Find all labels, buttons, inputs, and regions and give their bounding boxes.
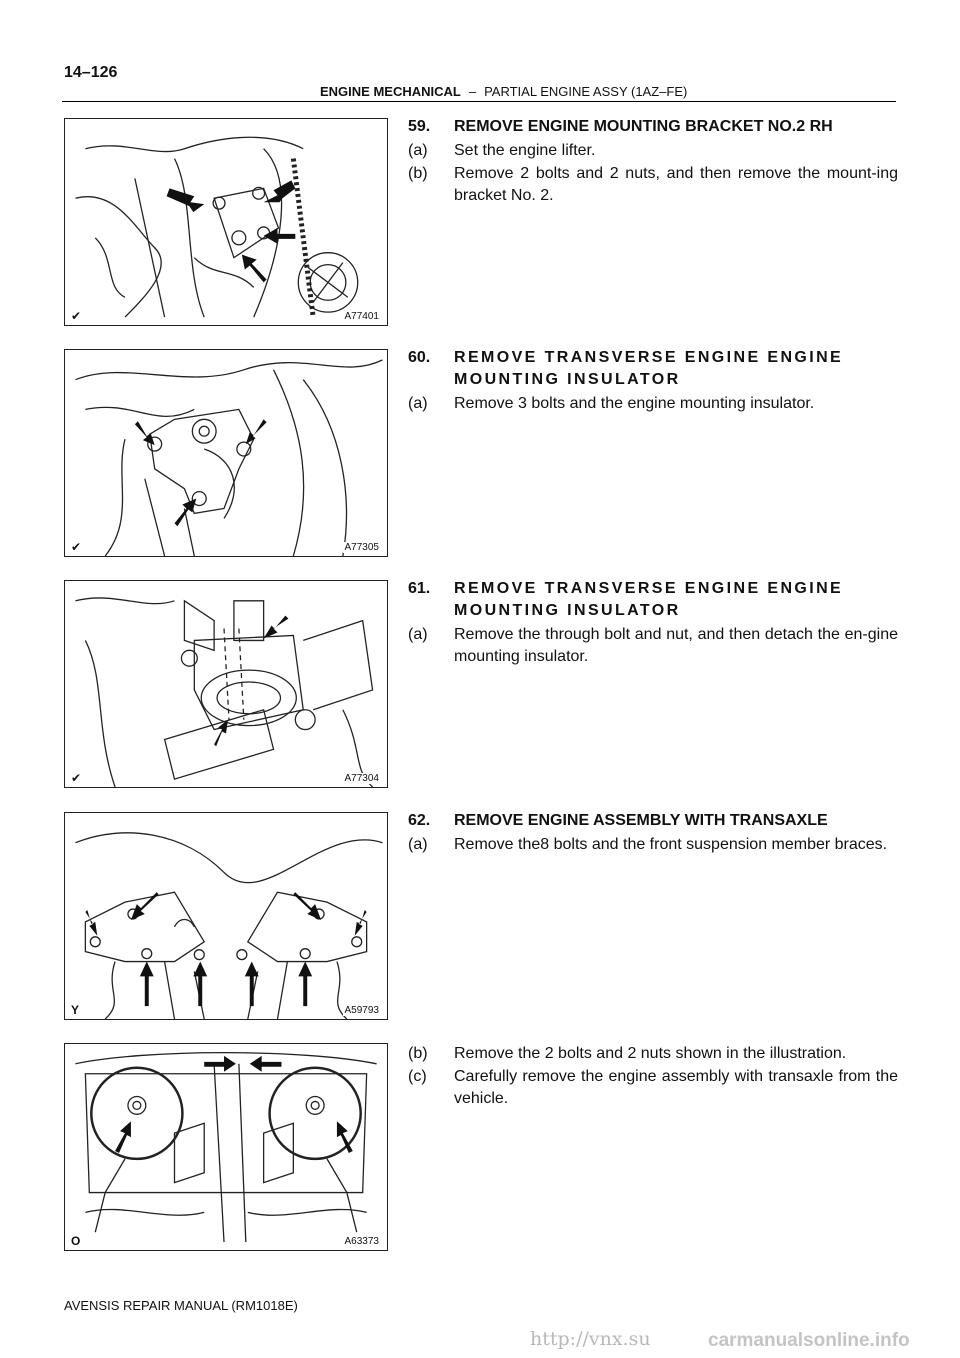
step-59 [408, 116, 898, 207]
illustration-engine-assembly [64, 1043, 388, 1251]
step-title-text: REMOVE TRANSVERSE ENGINE ENGINE MOUNTING INSULATOR [454, 349, 844, 388]
substep-text: Remove 2 bolts and 2 nuts, and then remove the mount-ing bracket No. 2. [454, 165, 898, 204]
substep-text: Remove the8 bolts and the front suspension member braces. [454, 836, 888, 853]
manual-footer: AVENSIS REPAIR MANUAL (RM1018E) [64, 1298, 298, 1313]
figure-mark: Y [71, 1003, 80, 1017]
step-number: 60. [408, 349, 431, 366]
step-number: 59. [408, 118, 431, 135]
illustration-mounting-insulator-b [64, 580, 388, 788]
watermark-site: carmanualsonline.info [708, 1330, 910, 1351]
figure-code: A77401 [344, 311, 379, 322]
arrow-icon [65, 581, 387, 787]
header-separator: – [468, 84, 477, 99]
step-title [408, 116, 898, 138]
substep [408, 163, 898, 207]
substep-label: (a) [408, 626, 428, 643]
substep-text: Remove the 2 bolts and 2 nuts shown in the illustration. [454, 1045, 847, 1062]
step-62 [408, 810, 898, 856]
substep-text: Remove the through bolt and nut, and then detach the en-gine mounting insulator. [454, 626, 898, 665]
step-title [408, 578, 898, 622]
figure-mark: ✔ [71, 309, 82, 323]
header-rule [62, 101, 896, 102]
header-subsection: PARTIAL ENGINE ASSY (1AZ–FE) [484, 84, 688, 99]
step-title-text: REMOVE ENGINE MOUNTING BRACKET NO.2 RH [454, 118, 833, 135]
substep-label: (c) [408, 1068, 427, 1085]
substep-label: (b) [408, 1045, 428, 1062]
header-section: ENGINE MECHANICAL [320, 84, 461, 99]
page-header [320, 84, 687, 99]
figure-mark: ✔ [71, 540, 82, 554]
arrow-icon [65, 350, 387, 556]
substep [408, 140, 898, 162]
substep [408, 1043, 898, 1065]
illustration-mounting-insulator-a [64, 349, 388, 557]
step-number: 62. [408, 812, 431, 829]
page-number: 14–126 [64, 64, 118, 81]
arrow-icon [65, 813, 387, 1019]
arrow-icon [65, 1044, 387, 1250]
watermark-url: http://vnx.su [530, 1328, 651, 1350]
figure-code: A77305 [344, 542, 379, 553]
step-61 [408, 578, 898, 668]
substep-text: Carefully remove the engine assembly with transaxle from the vehicle. [454, 1068, 898, 1107]
figure-mark: O [71, 1234, 81, 1248]
step-title [408, 347, 898, 391]
substep-label: (a) [408, 395, 428, 412]
substep-text: Set the engine lifter. [454, 142, 596, 159]
substep-label: (b) [408, 165, 428, 182]
figure-code: A59793 [344, 1005, 379, 1016]
figure-code: A63373 [344, 1236, 379, 1247]
step-62-continued [408, 1042, 898, 1110]
figure-mark: ✔ [71, 771, 82, 785]
arrow-icon [65, 119, 387, 325]
step-number: 61. [408, 580, 431, 597]
substep [408, 393, 898, 415]
substep-text: Remove 3 bolts and the engine mounting insulator. [454, 395, 815, 412]
step-title-text: REMOVE ENGINE ASSEMBLY WITH TRANSAXLE [454, 812, 828, 829]
step-title [408, 810, 898, 832]
illustration-suspension-braces [64, 812, 388, 1020]
substep [408, 1066, 898, 1110]
substep-label: (a) [408, 836, 428, 853]
step-title-text: REMOVE TRANSVERSE ENGINE ENGINE MOUNTING INSULATOR [454, 580, 844, 619]
substep-label: (a) [408, 142, 428, 159]
illustration-mounting-bracket [64, 118, 388, 326]
figure-code: A77304 [344, 773, 379, 784]
substep [408, 834, 898, 856]
substep [408, 624, 898, 668]
step-60 [408, 347, 898, 415]
